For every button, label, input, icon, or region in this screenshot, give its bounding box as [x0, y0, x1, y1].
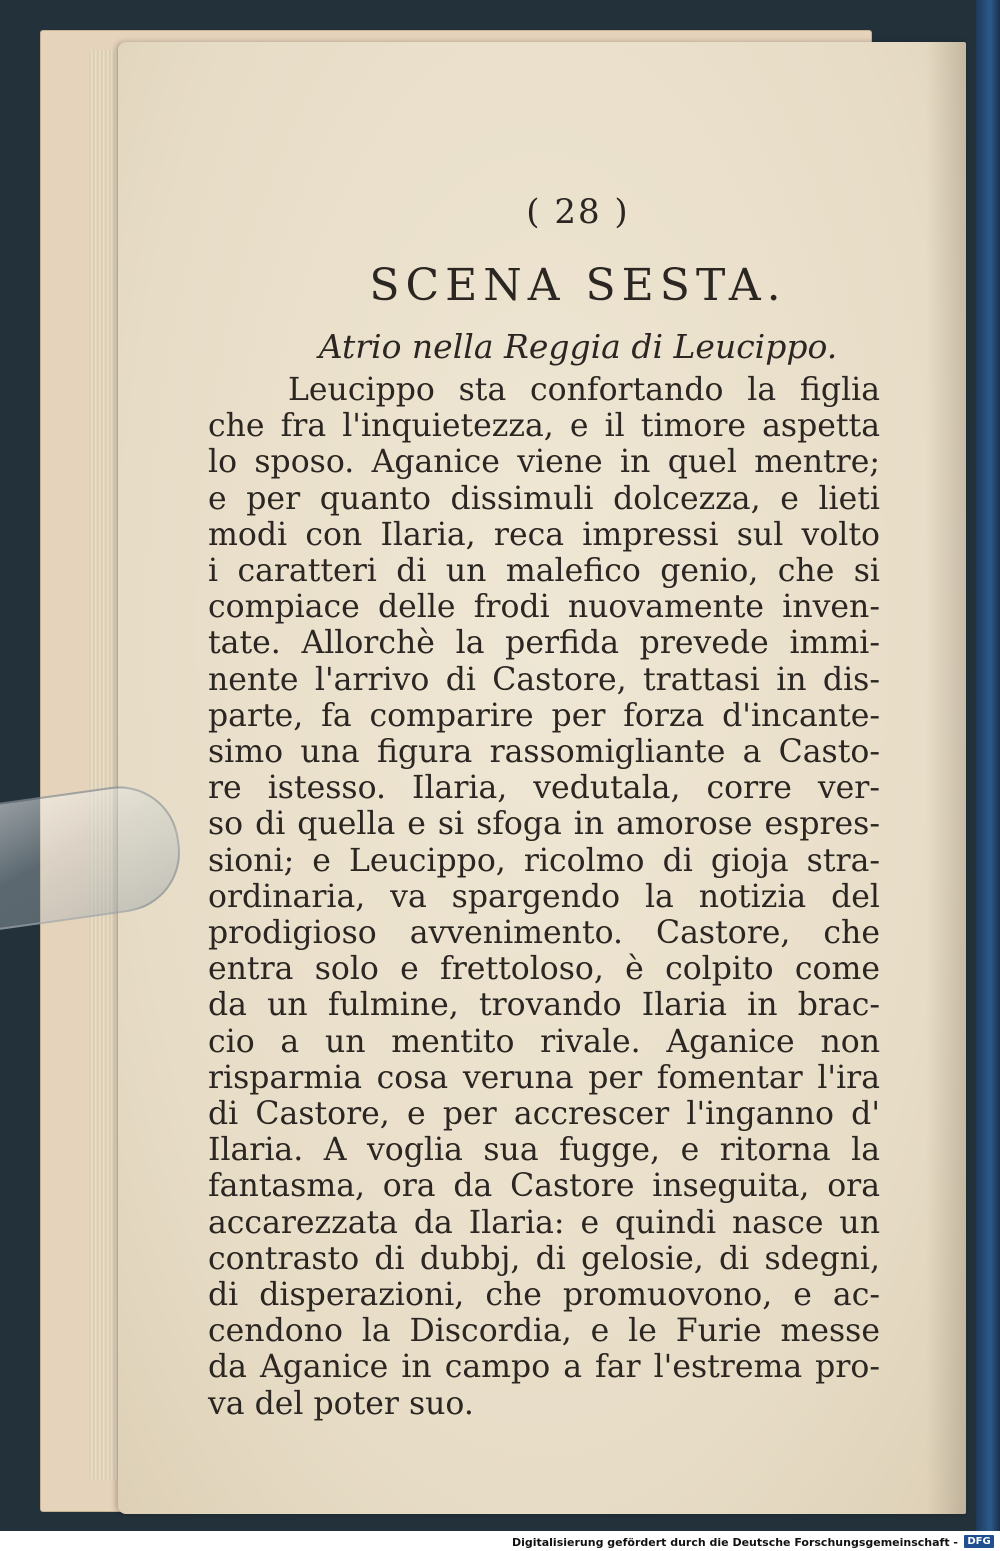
text-line: fantasma, ora da Castore inseguita, ora: [208, 1168, 880, 1205]
funding-credit: Digitalisierung gefördert durch die Deutsche Forschungsgemeinschaft -: [511, 1536, 958, 1549]
text-line: sioni; e Leucippo, ricolmo di gioja stra-: [208, 842, 880, 879]
text-line: cendono la Discordia, e le Furie messe: [208, 1313, 880, 1350]
text-line: so di quella e si sfoga in amorose espres-: [208, 806, 880, 843]
text-line: modi con Ilaria, reca impressi sul volto: [208, 516, 880, 553]
text-line: simo una figura rassomigliante a Casto-: [208, 734, 880, 771]
scene-description: [208, 372, 880, 1422]
footer-bar: [0, 1531, 1000, 1551]
text-line: di disperazioni, che promuovono, e ac-: [208, 1277, 880, 1314]
text-line: i caratteri di un malefico genio, che si: [208, 553, 880, 590]
text-line: Leucippo sta confortando la figlia: [288, 372, 880, 408]
text-line: prodigioso avvenimento. Castore, che: [208, 915, 880, 952]
dfg-logo-icon: DFG: [964, 1535, 994, 1548]
text-line: lo sposo. Aganice viene in quel mentre;: [208, 444, 880, 481]
text-line: che fra l'inquietezza, e il timore aspetta: [208, 408, 880, 445]
text-line: risparmia cosa veruna per fomentar l'ira: [208, 1059, 880, 1096]
book-page: [118, 42, 966, 1514]
text-line: ordinaria, va spargendo la notizia del: [208, 878, 880, 915]
text-line: contrasto di dubbj, di gelosie, di sdegni,: [208, 1240, 880, 1277]
text-line: re istesso. Ilaria, vedutala, corre ver-: [208, 770, 880, 807]
text-line: compiace delle frodi nuovamente inven-: [208, 589, 880, 626]
text-line: e per quanto dissimuli dolcezza, e lieti: [208, 480, 880, 517]
bookmark-ribbon: [976, 0, 1000, 1535]
page-number: ( 28 ): [526, 192, 630, 232]
text-line: nente l'arrivo di Castore, trattasi in dis-: [208, 661, 880, 698]
text-line: di Castore, e per accrescer l'inganno d': [208, 1096, 880, 1133]
text-line: va del poter suo.: [208, 1385, 474, 1422]
text-line: Ilaria. A voglia sua fugge, e ritorna la: [208, 1132, 880, 1169]
text-line: da Aganice in campo a far l'estrema pro-: [208, 1349, 880, 1386]
text-line: entra solo e frettoloso, è colpito come: [208, 951, 880, 988]
text-line: cio a un mentito rivale. Aganice non: [208, 1023, 880, 1060]
text-line: da un fulmine, trovando Ilaria in brac-: [208, 987, 880, 1024]
scene-title: SCENA SESTA.: [369, 260, 787, 311]
text-line: parte, fa comparire per forza d'incante-: [208, 697, 880, 734]
text-line: accarezzata da Ilaria: e quindi nasce un: [208, 1204, 880, 1241]
scene-location: Atrio nella Reggia di Leucippo.: [318, 327, 838, 366]
text-line: tate. Allorchè la perfida prevede immi-: [208, 625, 880, 662]
